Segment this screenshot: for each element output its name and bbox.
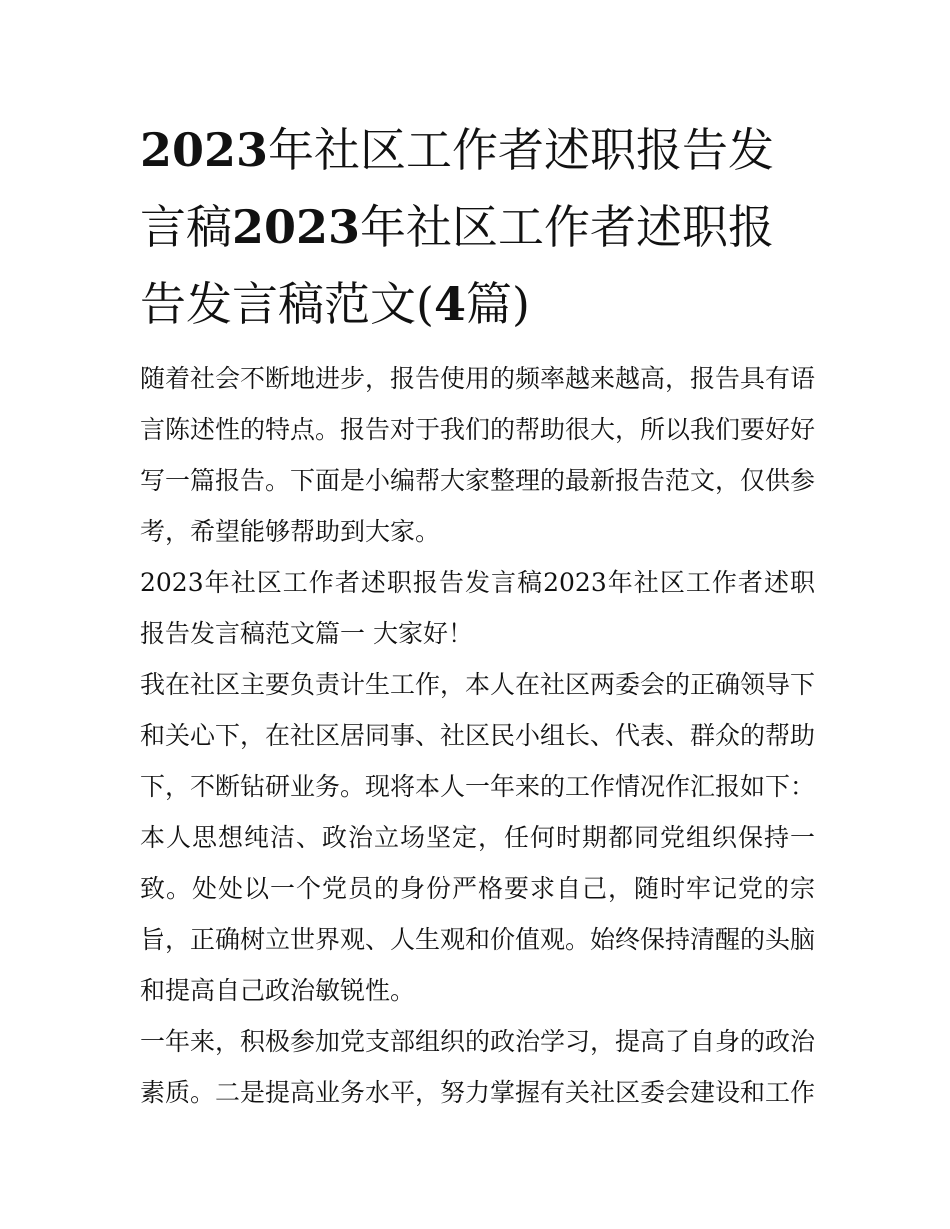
paragraph-intro: 随着社会不断地进步，报告使用的频率越来越高，报告具有语言陈述性的特点。报告对于我们的帮助很大，所以我们要好好写一篇报告。下面是小编帮大家整理的最新报告范文，仅供参考，希望能够帮助到大家。 [140, 364, 816, 546]
document-title: 2023年社区工作者述职报告发言稿2023年社区工作者述职报告发言稿范文(4篇) [140, 123, 775, 331]
paragraph-body-1: 我在社区主要负责计生工作，本人在社区两委会的正确领导下和关心下，在社区居同事、社区民小组长、代表、群众的帮助下，不断钻研业务。现将本人一年来的工作情况作汇报如下：本人思想纯洁、政治立场坚定，任何时期都同党组织保持一致。处处以一个党员的身份严格要求自己，随时牢记党的宗旨，正确树立世界观、人生观和价值观。始终保持清醒的头脑和提高自己政治敏锐性。 [140, 670, 816, 1005]
document-body [140, 112, 815, 1118]
paragraph-section-heading: 2023年社区工作者述职报告发言稿2023年社区工作者述职报告发言稿范文篇一 大家好！ [140, 568, 815, 648]
paragraph-body-2: 一年来，积极参加党支部组织的政治学习，提高了自身的政治素质。二是提高业务水平，努力掌握有关社区委会建设和工作 [140, 1027, 816, 1107]
